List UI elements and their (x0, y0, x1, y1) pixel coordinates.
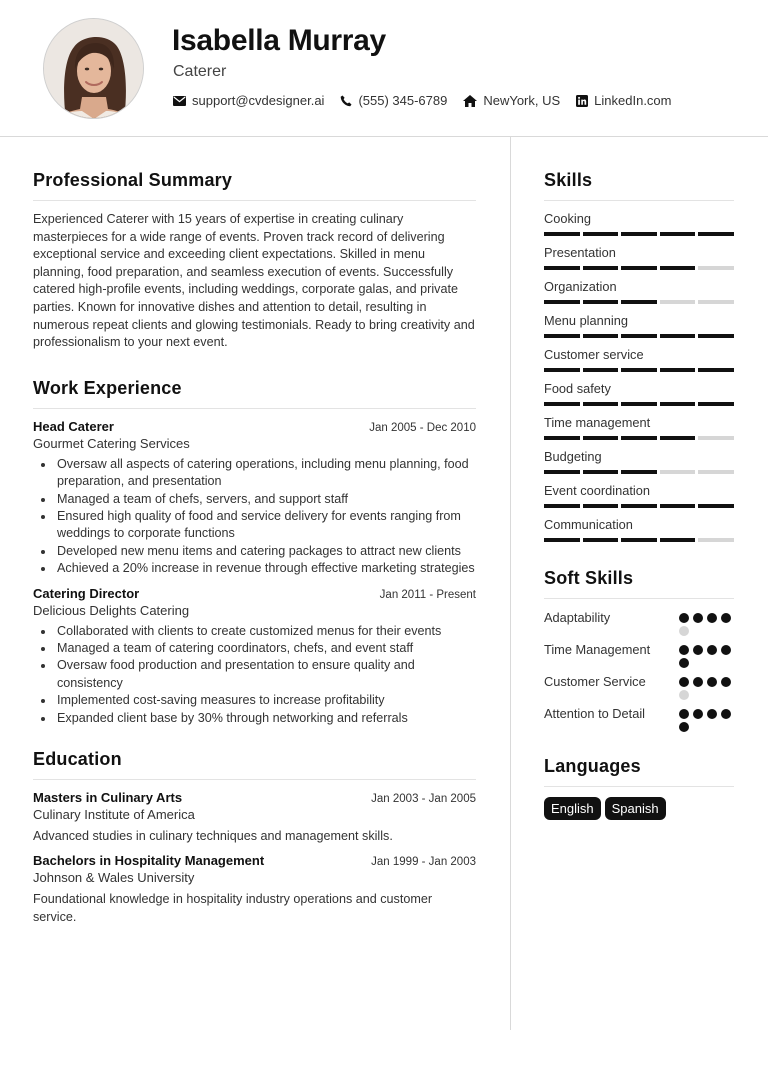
job-bullet: Oversaw all aspects of catering operations, including menu planning, food preparation, and presentation (33, 456, 476, 491)
rating-dot (721, 709, 731, 719)
skill-name: Menu planning (544, 313, 628, 328)
soft-skill-rating (679, 641, 734, 668)
skill-item (544, 279, 734, 304)
skills-section (544, 170, 734, 542)
language-list (544, 797, 734, 820)
job-bullets (33, 456, 476, 578)
skill-name: Presentation (544, 245, 616, 260)
soft-skill-item (544, 705, 734, 732)
profile-photo (43, 18, 144, 119)
skill-item (544, 381, 734, 406)
soft-skill-name: Time Management (544, 642, 651, 657)
skill-level-segment (583, 504, 619, 508)
rating-dot (707, 677, 717, 687)
education-entry (33, 853, 476, 926)
phone-icon (340, 95, 352, 107)
skill-level-segment (698, 334, 734, 338)
soft-skill-name: Customer Service (544, 674, 646, 689)
skill-item (544, 517, 734, 542)
contact-email-text: support@cvdesigner.ai (192, 93, 325, 108)
skill-level-segment (621, 300, 657, 304)
rating-dot (693, 677, 703, 687)
job-bullet: Managed a team of catering coordinators, chefs, and event staff (33, 640, 476, 657)
job-bullet: Oversaw food production and presentation to ensure quality and consistency (33, 657, 476, 692)
skill-level-segment (544, 470, 580, 474)
skill-level-segment (621, 538, 657, 542)
job-company: Gourmet Catering Services (33, 435, 190, 451)
rating-dot (679, 709, 689, 719)
contact-email[interactable] (173, 93, 324, 108)
contact-phone[interactable] (340, 93, 447, 108)
job-entry (33, 419, 476, 578)
skill-level-segment (583, 368, 619, 372)
skill-level-bar (544, 300, 734, 304)
skill-level-bar (544, 232, 734, 236)
rating-dot (679, 613, 689, 623)
education-header (33, 790, 476, 805)
skill-name: Food safety (544, 381, 611, 396)
skill-level-bar (544, 538, 734, 542)
education-title: Education (33, 749, 476, 780)
skill-item (544, 313, 734, 338)
skill-level-segment (544, 538, 580, 542)
skill-level-segment (660, 436, 696, 440)
education-date: Jan 1999 - Jan 2003 (371, 856, 476, 869)
education-section (33, 749, 476, 926)
skill-item (544, 347, 734, 372)
contact-phone-text: (555) 345-6789 (358, 93, 448, 108)
skill-level-segment (621, 266, 657, 270)
skill-level-segment (583, 436, 619, 440)
job-bullets (33, 623, 476, 727)
skill-level-segment (621, 504, 657, 508)
job-header (33, 419, 476, 434)
skill-level-bar (544, 436, 734, 440)
profile-photo-image (44, 19, 144, 119)
soft-skill-rating (679, 673, 734, 700)
skill-level-segment (583, 300, 619, 304)
skill-level-segment (544, 334, 580, 338)
job-company: Delicious Delights Catering (33, 602, 190, 618)
education-school: Johnson & Wales University (33, 870, 195, 886)
skill-name: Cooking (544, 211, 591, 226)
job-bullet: Collaborated with clients to create customized menus for their events (33, 623, 476, 640)
rating-dot (679, 677, 689, 687)
rating-dot (707, 613, 717, 623)
soft-skill-item (544, 609, 734, 636)
skill-level-segment (583, 402, 619, 406)
skill-level-segment (660, 402, 696, 406)
skill-level-segment (660, 300, 696, 304)
linkedin-icon (576, 95, 588, 107)
sidebar-column (544, 170, 734, 820)
skill-level-bar (544, 470, 734, 474)
job-title: Head Caterer (33, 418, 114, 434)
skill-level-bar (544, 368, 734, 372)
soft-skill-list (544, 609, 734, 732)
contact-linkedin[interactable] (576, 93, 671, 108)
skill-name: Customer service (544, 347, 644, 362)
skill-level-segment (698, 470, 734, 474)
experience-title: Work Experience (33, 378, 476, 409)
skill-level-segment (544, 436, 580, 440)
skill-level-segment (660, 470, 696, 474)
education-degree: Bachelors in Hospitality Management (33, 853, 265, 869)
job-bullet: Managed a team of chefs, servers, and support staff (33, 491, 476, 508)
languages-title: Languages (544, 756, 734, 787)
skill-level-segment (698, 504, 734, 508)
summary-section (33, 170, 476, 352)
soft-skill-name: Adaptability (544, 610, 611, 625)
skill-item (544, 449, 734, 474)
job-bullet: Ensured high quality of food and service delivery for events ranging from weddings to corporate functions (33, 508, 476, 543)
summary-text: Experienced Caterer with 15 years of expertise in creating culinary masterpieces for a wide range of events. Proven track record of delivering exceptional service and exceeding client expectations. Skilled in menu planning, food preparation, and seamless execution of events. Successfully catered high-profile events, including weddings, corporate galas, and private parties. Known for innovative dishes and attention to detail, resulting in numerous repeat clients and glowing testimonials. Ready to bring creativity and professionalism to your next event. (33, 212, 475, 350)
main-column (33, 170, 476, 934)
resume-header (0, 0, 768, 137)
job-date: Jan 2005 - Dec 2010 (369, 421, 476, 434)
summary-title: Professional Summary (33, 170, 476, 201)
skill-level-segment (660, 368, 696, 372)
skill-level-segment (544, 368, 580, 372)
education-description: Foundational knowledge in hospitality industry operations and customer service. (33, 892, 433, 924)
skill-level-segment (544, 504, 580, 508)
skill-level-segment (698, 368, 734, 372)
skill-level-segment (583, 538, 619, 542)
skill-level-segment (544, 232, 580, 236)
skill-level-segment (621, 232, 657, 236)
rating-dot (707, 645, 717, 655)
skill-level-segment (583, 334, 619, 338)
rating-dot (721, 645, 731, 655)
home-icon (463, 95, 477, 107)
education-degree: Masters in Culinary Arts (33, 790, 183, 806)
skill-level-bar (544, 334, 734, 338)
rating-dot (721, 677, 731, 687)
rating-dot (679, 658, 689, 668)
skill-level-segment (698, 402, 734, 406)
skill-level-segment (583, 232, 619, 236)
skill-level-segment (660, 232, 696, 236)
rating-dot (679, 690, 689, 700)
skill-level-segment (660, 266, 696, 270)
rating-dot (693, 645, 703, 655)
experience-section (33, 378, 476, 727)
contact-location-text: NewYork, US (483, 93, 561, 108)
soft-skill-rating (679, 705, 734, 732)
rating-dot (679, 645, 689, 655)
contact-location[interactable] (463, 93, 560, 108)
rating-dot (679, 626, 689, 636)
skill-level-bar (544, 266, 734, 270)
soft-skill-name: Attention to Detail (544, 706, 646, 721)
education-header (33, 853, 476, 868)
skill-level-segment (621, 470, 657, 474)
job-date: Jan 2011 - Present (379, 588, 476, 601)
skill-level-segment (660, 504, 696, 508)
envelope-icon (173, 96, 186, 106)
skills-title: Skills (544, 170, 734, 201)
education-date: Jan 2003 - Jan 2005 (371, 793, 476, 806)
skill-level-segment (621, 334, 657, 338)
job-bullet: Developed new menu items and catering packages to attract new clients (33, 543, 476, 560)
education-school: Culinary Institute of America (33, 807, 195, 823)
skill-level-bar (544, 402, 734, 406)
skill-level-segment (544, 266, 580, 270)
skill-level-segment (621, 402, 657, 406)
skill-level-segment (544, 402, 580, 406)
skill-name: Budgeting (544, 449, 602, 464)
contact-list (173, 93, 672, 108)
skill-level-segment (621, 368, 657, 372)
skill-item (544, 483, 734, 508)
skill-level-segment (698, 538, 734, 542)
skill-name: Communication (544, 517, 633, 532)
skill-level-segment (544, 300, 580, 304)
skill-level-segment (660, 538, 696, 542)
job-bullet: Implemented cost-saving measures to increase profitability (33, 692, 476, 709)
soft-skills-section (544, 568, 734, 732)
skill-level-segment (621, 436, 657, 440)
rating-dot (679, 722, 689, 732)
candidate-role: Caterer (173, 63, 227, 80)
job-bullet: Achieved a 20% increase in revenue through effective marketing strategies (33, 560, 476, 577)
rating-dot (693, 709, 703, 719)
skill-level-segment (698, 436, 734, 440)
language-badge: English (544, 797, 601, 820)
rating-dot (707, 709, 717, 719)
education-description: Advanced studies in culinary techniques and management skills. (33, 829, 393, 844)
skill-name: Event coordination (544, 483, 650, 498)
soft-skill-item (544, 673, 734, 700)
skill-level-bar (544, 504, 734, 508)
skill-item (544, 245, 734, 270)
skill-name: Time management (544, 415, 651, 430)
skill-level-segment (583, 470, 619, 474)
skill-level-segment (698, 266, 734, 270)
education-entry (33, 790, 476, 845)
column-divider (510, 137, 511, 1030)
education-list (33, 790, 476, 926)
contact-linkedin-text: LinkedIn.com (594, 93, 672, 108)
skill-level-segment (583, 266, 619, 270)
skill-level-segment (698, 232, 734, 236)
job-title: Catering Director (33, 585, 140, 601)
skill-level-segment (698, 300, 734, 304)
skill-name: Organization (544, 279, 617, 294)
job-entry (33, 586, 476, 727)
rating-dot (721, 613, 731, 623)
job-header (33, 586, 476, 601)
languages-section (544, 756, 734, 820)
candidate-name: Isabella Murray (172, 24, 386, 57)
soft-skill-item (544, 641, 734, 668)
soft-skill-rating (679, 609, 734, 636)
rating-dot (693, 613, 703, 623)
skill-level-segment (660, 334, 696, 338)
skill-item (544, 415, 734, 440)
language-badge: Spanish (605, 797, 666, 820)
soft-skills-title: Soft Skills (544, 568, 734, 599)
job-bullet: Expanded client base by 30% through networking and referrals (33, 710, 476, 727)
skill-list (544, 211, 734, 542)
job-list (33, 419, 476, 727)
skill-item (544, 211, 734, 236)
